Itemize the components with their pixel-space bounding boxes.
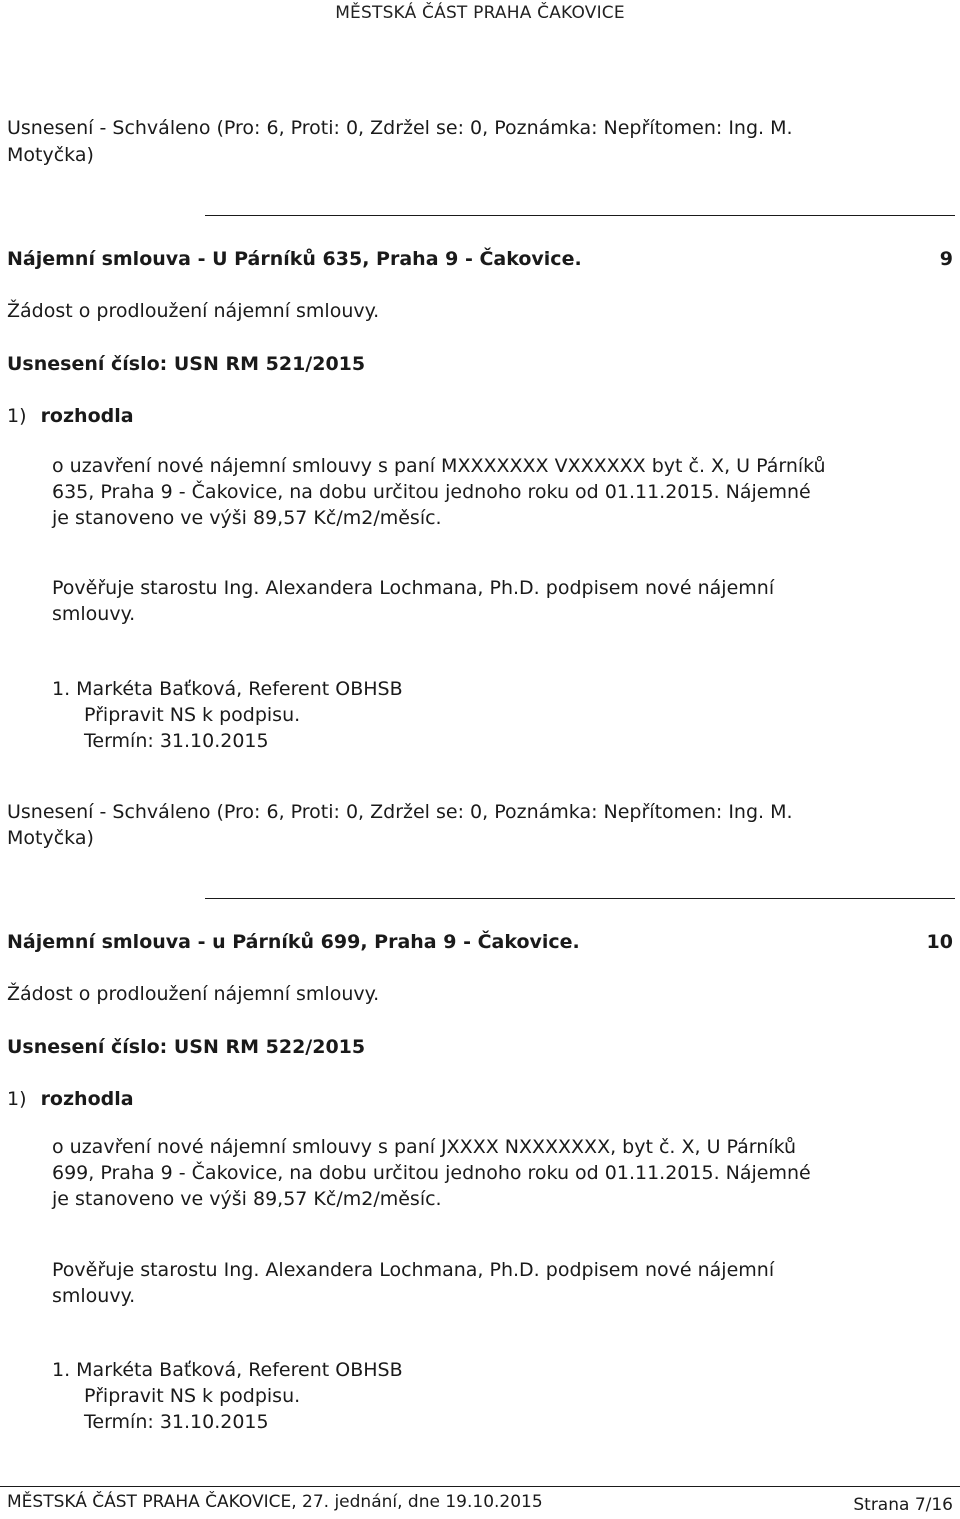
decision-text-line: je stanoveno ve výši 89,57 Kč/m2/měsíc. (52, 507, 442, 529)
decision-text-line: o uzavření nové nájemní smlouvy s paní MXXXXXXX VXXXXXX byt č. X, U Párníků (52, 455, 826, 477)
decision-prefix: 1) (7, 405, 27, 427)
item-title: Nájemní smlouva - u Párníků 699, Praha 9 - Čakovice. (7, 931, 580, 953)
item-title: Nájemní smlouva - U Párníků 635, Praha 9 - Čakovice. (7, 248, 582, 270)
task-action: Připravit NS k podpisu. (84, 1385, 301, 1407)
task-action: Připravit NS k podpisu. (84, 704, 301, 726)
authorization-line: smlouvy. (52, 603, 136, 625)
section-divider (205, 898, 955, 899)
authorization-line: smlouvy. (52, 1285, 136, 1307)
item-subtitle: Žádost o prodloužení nájemní smlouvy. (7, 300, 380, 322)
vote-line2: Motyčka) (7, 827, 94, 849)
task-assignee: 1. Markéta Baťková, Referent OBHSB (52, 1359, 403, 1381)
decision-label: rozhodla (40, 405, 134, 427)
footer-page-number: Strana 7/16 (853, 1495, 953, 1515)
section-divider (205, 215, 955, 216)
footer-left: MĚSTSKÁ ČÁST PRAHA ČAKOVICE, 27. jednání, dne 19.10.2015 (7, 1492, 543, 1512)
prev-vote-line2: Motyčka) (7, 144, 94, 166)
resolution-number: Usnesení číslo: USN RM 522/2015 (7, 1036, 366, 1058)
authorization-line: Pověřuje starostu Ing. Alexandera Lochmana, Ph.D. podpisem nové nájemní (52, 1259, 775, 1281)
task-deadline: Termín: 31.10.2015 (84, 730, 269, 752)
decision-text-line: je stanoveno ve výši 89,57 Kč/m2/měsíc. (52, 1188, 442, 1210)
decision-heading (7, 403, 134, 429)
resolution-number: Usnesení číslo: USN RM 521/2015 (7, 353, 366, 375)
decision-text-line: 635, Praha 9 - Čakovice, na dobu určitou jednoho roku od 01.11.2015. Nájemné (52, 481, 811, 503)
authorization-line: Pověřuje starostu Ing. Alexandera Lochmana, Ph.D. podpisem nové nájemní (52, 577, 775, 599)
decision-label: rozhodla (40, 1088, 134, 1110)
decision-prefix: 1) (7, 1088, 27, 1110)
decision-text-line: o uzavření nové nájemní smlouvy s paní JXXXX NXXXXXXX, byt č. X, U Párníků (52, 1136, 797, 1158)
item-number: 10 (926, 931, 953, 953)
prev-vote-line1: Usnesení - Schváleno (Pro: 6, Proti: 0, Zdržel se: 0, Poznámka: Nepřítomen: Ing. M. (7, 117, 793, 139)
page-header: MĚSTSKÁ ČÁST PRAHA ČAKOVICE (335, 3, 625, 23)
decision-text-line: 699, Praha 9 - Čakovice, na dobu určitou jednoho roku od 01.11.2015. Nájemné (52, 1162, 811, 1184)
footer-divider (0, 1486, 960, 1487)
task-assignee: 1. Markéta Baťková, Referent OBHSB (52, 678, 403, 700)
task-deadline: Termín: 31.10.2015 (84, 1411, 269, 1433)
item-number: 9 (939, 248, 953, 270)
decision-heading (7, 1086, 134, 1112)
item-subtitle: Žádost o prodloužení nájemní smlouvy. (7, 983, 380, 1005)
vote-line1: Usnesení - Schváleno (Pro: 6, Proti: 0, Zdržel se: 0, Poznámka: Nepřítomen: Ing. M. (7, 801, 793, 823)
